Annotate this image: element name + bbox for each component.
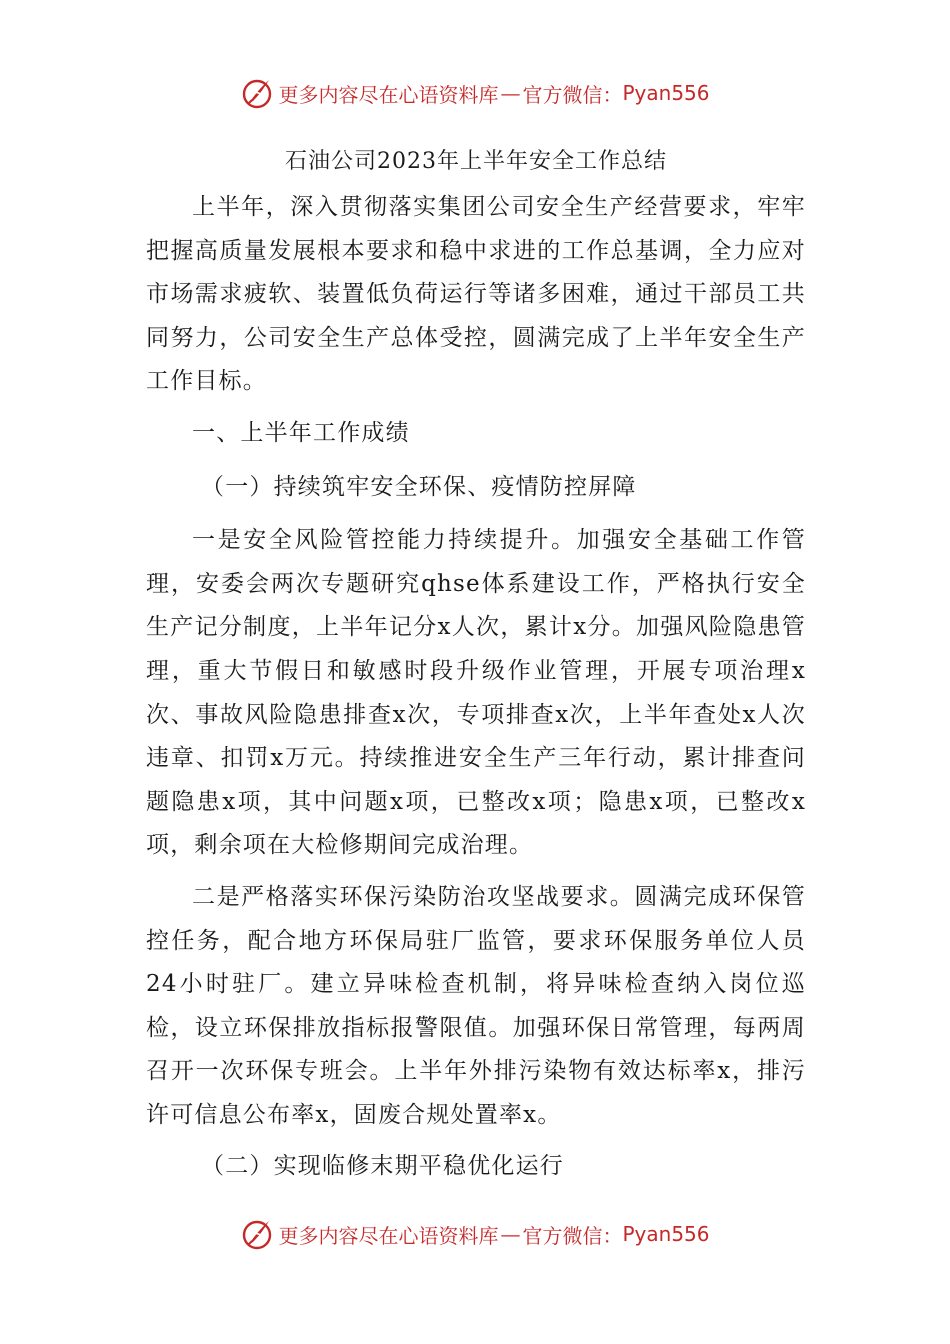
document-body: [146, 140, 806, 1199]
paragraph-safety-risk: 一是安全风险管控能力持续提升。加强安全基础工作管理，安委会两次专题研究qhse体系建设工作，严格执行安全生产记分制度，上半年记分x人次，累计x分。加强风险隐患管理，重大节假日和敏感时段升级作业管理，开展专项治理x次、事故风险隐患排查x次，专项排查x次，上半年查处x人次违章、扣罚x万元。持续推进安全生产三年行动，累计排查问题隐患x项，其中问题x项，已整改x项；隐患x项，已整改x项，剩余项在大检修期间完成治理。: [146, 527, 806, 859]
banner-slogan: 更多内容尽在心语资料库: [278, 82, 499, 107]
banner-wechat-label: 官方微信：: [522, 82, 623, 107]
banner-dash: —: [500, 1222, 521, 1246]
header-banner: [0, 73, 950, 113]
subsection-heading-2: （二）实现临修末期平稳优化运行: [201, 1153, 564, 1180]
paragraph-environmental: 二是严格落实环保污染防治攻坚战要求。圆满完成环保管控任务，配合地方环保局驻厂监管，要求环保服务单位人员24小时驻厂。建立异味检查机制，将异味检查纳入岗位巡检，设立环保排放指标报警限值。加强环保日常管理，每两周召开一次环保专班会。上半年外排污染物有效达标率x，排污许可信息公布率x，固废合规处置率x。: [146, 883, 806, 1128]
banner-wechat-label: 官方微信：: [522, 1223, 623, 1248]
subsection-heading-1: （一）持续筑牢安全环保、疫情防控屏障: [201, 473, 637, 500]
banner-slogan: 更多内容尽在心语资料库: [278, 1223, 499, 1248]
quill-pen-logo-icon: [240, 76, 274, 110]
intro-paragraph: 上半年，深入贯彻落实集团公司安全生产经营要求，牢牢把握高质量发展根本要求和稳中求进的工作总基调，全力应对市场需求疲软、装置低负荷运行等诸多困难，通过干部员工共同努力，公司安全生产总体受控，圆满完成了上半年安全生产工作目标。: [146, 194, 806, 395]
banner-dash: —: [500, 81, 521, 105]
document-title: 石油公司2023年上半年安全工作总结: [285, 149, 667, 174]
banner-wechat-id: Pyan556: [622, 81, 710, 105]
banner-wechat-id: Pyan556: [622, 1222, 710, 1246]
section-heading-1: 一、上半年工作成绩: [192, 419, 410, 446]
footer-banner: [0, 1214, 950, 1254]
quill-pen-logo-icon: [240, 1217, 274, 1251]
